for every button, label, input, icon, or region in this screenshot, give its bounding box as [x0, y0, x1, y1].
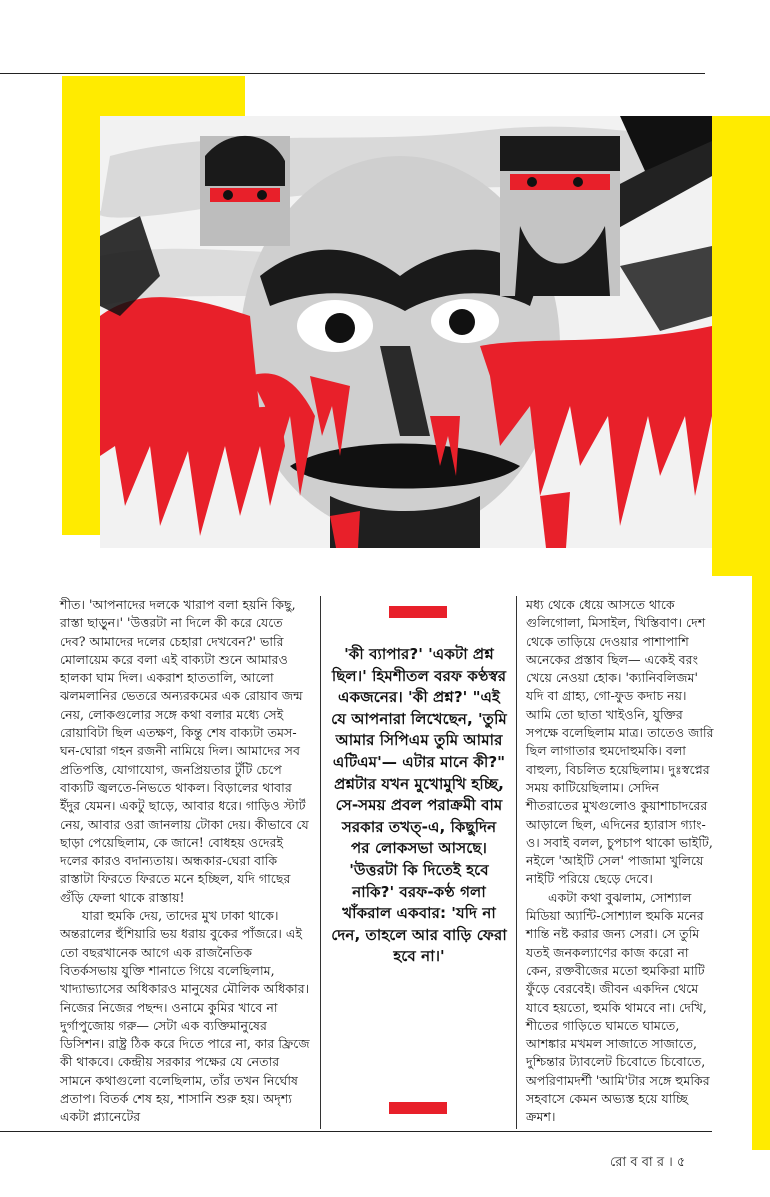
top-rule: [0, 73, 705, 74]
column-divider: [516, 596, 517, 1129]
article-column-right: [526, 596, 714, 1127]
paragraph: যারা হুমকি দেয়, তাদের মুখ ঢাকা থাকে। অন্তরালের হুঁশিয়ারি ভয় ধরায় বুকের পাঁজরে। এই তো বছরখানেক আগে এক রাজনৈতিক বিতর্কসভায় যুক্তি শানাতে গিয়ে বলেছিলাম, খাদ্যাভ্যাসের অধিকারও মানুষের মৌলিক অধিকার। নিজের নিজের পছন্দ। ওনামে কুমির খাবে না দুর্গাপুজোয় গরু— সেটা এক ব্যক্তিমানুষের ডিসিশন। রাষ্ট্র ঠিক করে দিতে পারে না, কার ফ্রিজে কী থাকবে। কেন্দ্রীয় সরকার পক্ষের যে নেতার সামনে কথাগুলো বলেছিলাম, তাঁর তখন নির্ঘোষ প্রতাপ। বিতর্ক শেষ হয়, শাসানি শুরু হয়। অদৃশ্য একটা প্ল্যানেটের: [60, 908, 310, 1125]
bottom-rule: [0, 1131, 712, 1132]
page-footer: রো ব বা র । ৫: [610, 1155, 686, 1170]
yellow-edge-strip: [752, 560, 770, 1150]
column-divider: [320, 596, 321, 1129]
frame-cut-top: [245, 76, 770, 116]
pull-quote-bar-bottom: [389, 1102, 447, 1114]
paragraph: মধ্য থেকে ধেয়ে আসতে থাকে গুলিগোলা, মিসাইল, খিস্তিবাণ। দেশ থেকে তাড়িয়ে দেওয়ার পাশাপাশি অনেকের প্রস্তাব ছিল— একেই বরং খেয়ে নেওয়া হোক। 'ক্যানিবলিজম' যদি বা গ্রাহ্য, গো-ফুড কদাচ নয়। আমি তো ছাতা খাইওনি, যুক্তির সপক্ষে বলেছিলাম মাত্র। তাতেও জারি ছিল লাগাতার হুমদোহুমকি। বলা বাহুল্য, বিচলিত হয়েছিলাম। দুঃস্বপ্নের সময় কাটিয়েছিলাম। সেদিন শীতরাতের মুখগুলোও কুয়াশাচাদরের আড়ালে ছিল, এদিনের হ্যারাস গ্যাং-ও। সবাই বলল, চুপচাপ থাকো ভাইটি, নইলে 'আইটি সেল' পাজামা খুলিয়ে নাইটি পরিয়ে ছেড়ে দেবে।: [526, 597, 714, 887]
collage-faces-with-red-paint-drips-icon: [100, 116, 712, 548]
paragraph: একটা কথা বুঝলাম, সোশ্যাল মিডিয়া অ্যান্টি-সোশ্যাল হুমকি মনের শান্তি নষ্ট করার জন্য সেরা। সে তুমি যতই জনকল্যাণের কাজ করো না কেন, রক্তবীজের মতো হুমকিরা মাটি ফুঁড়ে বেরবেই। জীবন একদিন থেমে যাবে হয়তো, হুমকি থামবে না। দেখি, শীতের গাড়িতে ঘামতে ঘামতে, আশঙ্কার মখমল সাজাতে সাজাতে, দুশ্চিন্তার ট্যাবলেট চিবোতে চিবোতে, অপরিণামদর্শী 'আমি'টার সঙ্গে হুমকির সহবাসে কেমন অভ্যস্ত হয়ে যাচ্ছি ক্রমশ।: [526, 889, 710, 1125]
pull-quote-bar-top: [389, 606, 447, 618]
illustration: [100, 116, 712, 548]
pull-quote: 'কী ব্যাপার?' 'একটা প্রশ্ন ছিল।' হিমশীতল বরফ কণ্ঠস্বর একজনের। 'কী প্রশ্ন?' "এই যে আপনারা লিখেছেন, 'তুমি আমার সিপিএম তুমি আমার এটিএম'— এটার মানে কী?" প্রশ্নটার যখন মুখোমুখি হচ্ছি, সে-সময় প্রবল পরাক্রমী বাম সরকার তখত্-এ, কিছুদিন পর লোকসভা আসছে। 'উত্তরটা কি দিতেই হবে নাকি?' বরফ-কণ্ঠ গলা খাঁকরাল একবার: 'যদি না দেন, তাহলে আর বাড়ি ফেরা হবে না।': [331, 645, 507, 966]
paragraph: শীত। 'আপনাদের দলকে খারাপ বলা হয়নি কিছু, রাস্তা ছাড়ুন।' 'উত্তরটা না দিলে কী করে যেতে দেব? আমাদের দলের চেহারা দেখবেন?' ভারি মোলায়েম করে বলা এই বাক্যটা শুনে আমারও হালকা ঘাম দিল। একরাশ হাততালি, আলো ঝলমলানির ভেতরে অন্যরকমের এক রোয়াব জন্ম নেয়, লোকগুলোর সঙ্গে কথা বলার মধ্যে সেই রোয়াবিটা ছিল এতক্ষণ, কিন্তু শেষ বাক্যটা তমস-ঘন-ঘোরা গহন রজনী নামিয়ে দিল। আমাদের সব প্রতিপত্তি, যোগাযোগ, জনপ্রিয়তার টুঁটি চেপে বাক্যটি জ্বলতে-নিভতে থাকল। বিড়ালের থাবার ইঁদুর যেমন। একটু ছাড়ে, আবার ধরে। গাড়িও স্টার্ট নেয়, আবার ওরা জানলায় টোকা দেয়। কীভাবে যে ছাড়া পেয়েছিলাম, কে জানে! বোধহয় ওদেরই দলের কারও বদান্যতায়। অন্ধকার-ঘেরা বাকি রাস্তাটা ফিরতে ফিরতে মনে হচ্ছিল, যদি গাছের গুঁড়ি ফেলা থাকে রাস্তায়!: [60, 597, 309, 905]
article-column-left: [60, 596, 312, 1127]
